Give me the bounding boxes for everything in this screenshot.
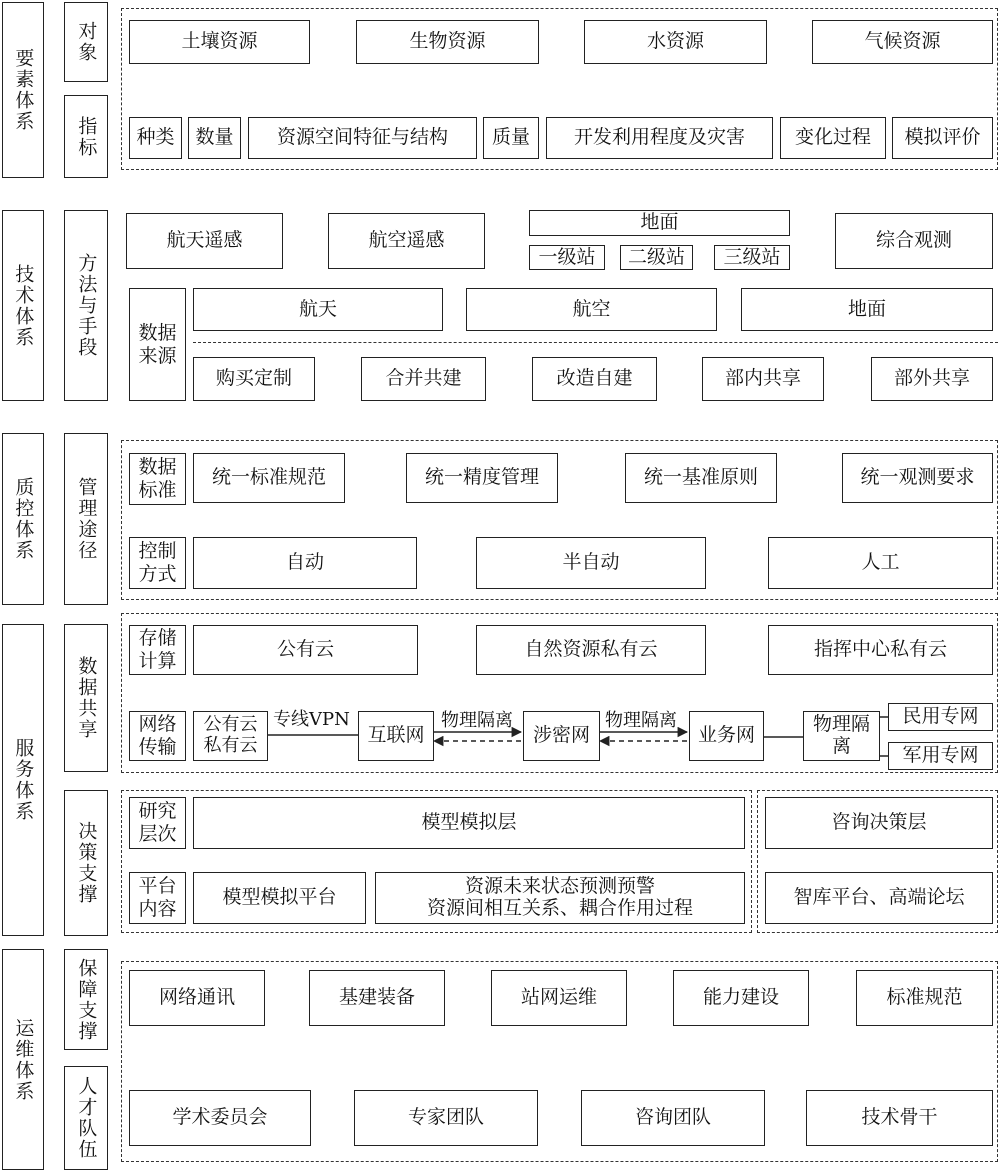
standard-baseline: 统一基准原则 bbox=[625, 453, 777, 503]
object-label: 对象 bbox=[64, 2, 108, 82]
system-operation: 运维体系 bbox=[2, 949, 44, 1170]
system-service: 服务体系 bbox=[2, 624, 44, 936]
support-label: 保障支撑 bbox=[64, 949, 108, 1050]
talent-label: 人才队伍 bbox=[64, 1066, 108, 1170]
storage-label: 存储计算 bbox=[129, 625, 186, 675]
network-label: 网络传输 bbox=[129, 711, 186, 761]
acq-merge: 合并共建 bbox=[361, 357, 486, 401]
control-semi: 半自动 bbox=[476, 537, 706, 589]
index-change: 变化过程 bbox=[780, 117, 886, 159]
object-water: 水资源 bbox=[584, 20, 767, 64]
method-air: 航空遥感 bbox=[328, 213, 485, 269]
isolation-2-label: 物理隔离 bbox=[605, 710, 677, 731]
storage-public: 公有云 bbox=[193, 625, 418, 675]
index-development: 开发利用程度及灾害 bbox=[546, 117, 773, 159]
support-station: 站网运维 bbox=[491, 970, 627, 1026]
object-soil: 土壤资源 bbox=[129, 20, 310, 64]
acq-external: 部外共享 bbox=[871, 357, 993, 401]
forecast-platform: 资源未来状态预测预警 资源间相互关系、耦合作用过程 bbox=[375, 872, 745, 924]
system-technology: 技术体系 bbox=[2, 210, 44, 401]
isolation-1-label: 物理隔离 bbox=[441, 710, 513, 731]
source-divider bbox=[193, 342, 998, 343]
decision-label: 决策支撑 bbox=[64, 790, 108, 936]
source-space: 航天 bbox=[193, 288, 443, 331]
station-level-2: 二级站 bbox=[620, 245, 693, 270]
support-infrastructure: 基建装备 bbox=[309, 970, 445, 1026]
standard-precision: 统一精度管理 bbox=[406, 453, 558, 503]
platform-label: 平台内容 bbox=[129, 872, 186, 924]
standard-observation: 统一观测要求 bbox=[842, 453, 993, 503]
net-military: 军用专网 bbox=[888, 742, 993, 770]
source-air: 航空 bbox=[466, 288, 717, 331]
standard-spec: 统一标准规范 bbox=[193, 453, 345, 503]
acq-rebuild: 改造自建 bbox=[532, 357, 657, 401]
index-label: 指标 bbox=[64, 95, 108, 178]
model-platform: 模型模拟平台 bbox=[193, 872, 366, 924]
control-manual: 人工 bbox=[768, 537, 993, 589]
control-auto: 自动 bbox=[193, 537, 417, 589]
acq-purchase: 购买定制 bbox=[193, 357, 315, 401]
support-capacity: 能力建设 bbox=[673, 970, 809, 1026]
index-quantity: 数量 bbox=[188, 117, 241, 159]
support-network: 网络通讯 bbox=[129, 970, 265, 1026]
method-label: 方法与手段 bbox=[64, 210, 108, 401]
source-ground: 地面 bbox=[741, 288, 993, 331]
talent-academic: 学术委员会 bbox=[129, 1090, 311, 1146]
index-quality: 质量 bbox=[483, 117, 539, 159]
talent-consulting: 咨询团队 bbox=[581, 1090, 765, 1146]
net-civil: 民用专网 bbox=[888, 703, 993, 731]
route-label: 管理途径 bbox=[64, 433, 108, 605]
net-classified: 涉密网 bbox=[523, 711, 600, 761]
storage-private: 自然资源私有云 bbox=[476, 625, 706, 675]
storage-command: 指挥中心私有云 bbox=[768, 625, 993, 675]
index-evaluation: 模拟评价 bbox=[892, 117, 993, 159]
control-label: 控制方式 bbox=[129, 537, 186, 589]
object-climate: 气候资源 bbox=[812, 20, 993, 64]
support-standard: 标准规范 bbox=[856, 970, 993, 1026]
consult-layer: 咨询决策层 bbox=[765, 797, 993, 849]
method-integrated: 综合观测 bbox=[835, 213, 993, 269]
station-level-1: 一级站 bbox=[529, 245, 605, 270]
net-internet: 互联网 bbox=[358, 711, 434, 761]
object-biology: 生物资源 bbox=[356, 20, 539, 64]
model-layer: 模型模拟层 bbox=[193, 797, 745, 849]
net-cloud: 公有云 私有云 bbox=[193, 711, 268, 761]
method-ground: 地面 bbox=[529, 210, 790, 236]
station-level-3: 三级站 bbox=[714, 245, 790, 270]
share-label: 数据共享 bbox=[64, 624, 108, 772]
index-kind: 种类 bbox=[129, 117, 182, 159]
method-space: 航天遥感 bbox=[126, 213, 283, 269]
net-business: 业务网 bbox=[689, 711, 764, 761]
talent-expert: 专家团队 bbox=[354, 1090, 538, 1146]
standard-label: 数据标准 bbox=[129, 453, 186, 505]
system-quality: 质控体系 bbox=[2, 433, 44, 605]
research-label: 研究层次 bbox=[129, 797, 186, 849]
acq-internal: 部内共享 bbox=[702, 357, 824, 401]
index-spatial: 资源空间特征与结构 bbox=[248, 117, 477, 159]
talent-technical: 技术骨干 bbox=[806, 1090, 993, 1146]
source-label: 数据来源 bbox=[129, 288, 186, 401]
think-tank: 智库平台、高端论坛 bbox=[765, 872, 993, 924]
system-elements: 要素体系 bbox=[2, 2, 44, 178]
vpn-label: 专线VPN bbox=[273, 709, 350, 730]
isolation-3-box: 物理隔离 bbox=[803, 711, 880, 761]
